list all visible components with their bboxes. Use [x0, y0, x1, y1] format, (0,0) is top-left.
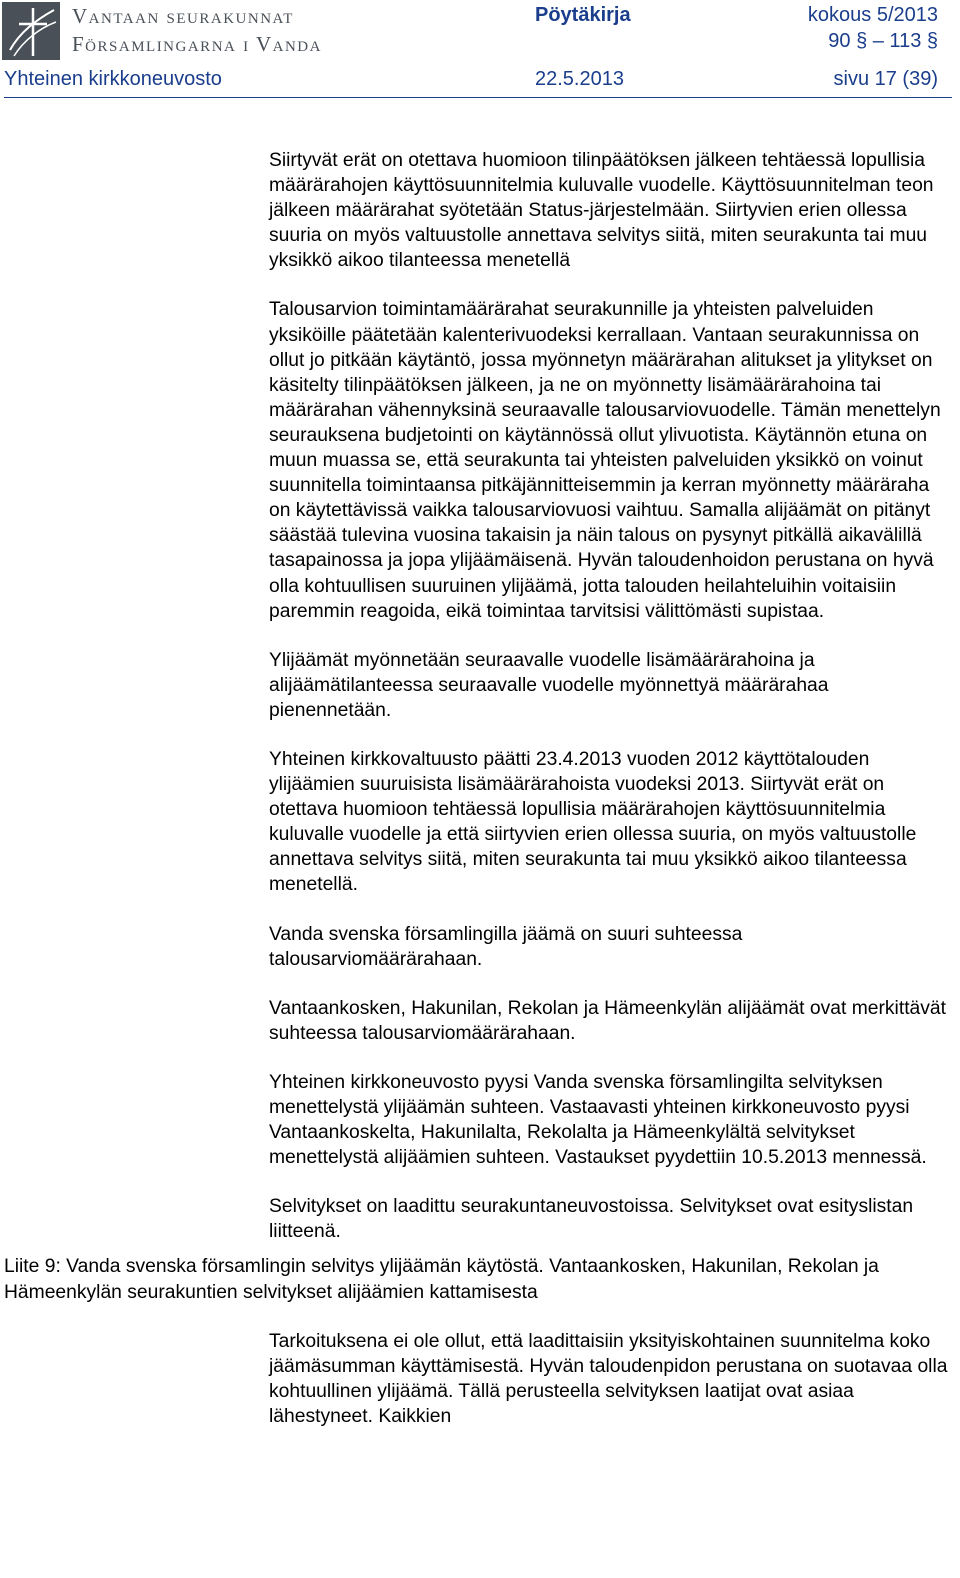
org-name-finnish: Vantaan seurakunnat: [72, 4, 294, 28]
document-type: Pöytäkirja: [535, 4, 631, 26]
paragraph: Vantaankosken, Hakunilan, Rekolan ja Hämeenkylän alijäämät ovat merkittävät suhteessa talousarviomäärärahaan.: [269, 997, 946, 1044]
paragraph: Ylijäämät myönnetään seuraavalle vuodelle lisämäärärahoina ja alijäämätilanteessa seuraavalle vuodelle myönnettyä määrärahaa pienennetään.: [269, 649, 829, 721]
page-number: sivu 17 (39): [833, 68, 938, 90]
paragraph: Tarkoituksena ei ole ollut, että laadittaisiin yksityiskohtainen suunnitelma koko jäämäsumman käyttämisestä. Hyvän taloudenpidon perustana on suotavaa olla kohtuullinen ylijäämä. Tällä perusteella selvityksen laatijat ovat asiaa lähestyneet. Kaikkien: [269, 1330, 948, 1427]
paragraph: Vanda svenska församlingilla jäämä on suuri suhteessa talousarviomäärärahaan.: [269, 923, 743, 970]
document-date: 22.5.2013: [535, 68, 624, 90]
paragraph: Yhteinen kirkkovaltuusto päätti 23.4.2013 vuoden 2012 käyttötalouden ylijäämien suuruisista lisämäärärahoista vuodeksi 2013. Siirtyvät erät on otettava huomioon tehtäessä lopullisia määrärahojen käyttösuunnitelmia kuluvalle vuodelle ja että siirtyvien erien ollessa suuria, on myös valtuustolle annettava selvitys siitä, miten seurakunta tai muu yksikkö aikoo tilanteessa menetellä.: [269, 748, 917, 896]
paragraph: Selvitykset on laadittu seurakuntaneuvostoissa. Selvitykset ovat esityslistan liitteenä.: [269, 1196, 914, 1243]
paragraph: Siirtyvät erät on otettava huomioon tilinpäätöksen jälkeen tehtäessä lopullisia määrärahojen käyttösuunnitelmia kuluvalle vuodelle. Käyttösuunnitelman teon jälkeen määrärahat syötetään Status-järjestelmään. Siirtyvien erien ollessa suuria on myös valtuustolle annettava selvitys siitä, miten seurakunta tai muu yksikkö aikoo tilanteessa menetellä: [269, 150, 934, 272]
org-name-swedish: Församlingarna i Vanda: [72, 32, 322, 56]
document-body: [0, 148, 960, 1453]
paragraph: Talousarvion toimintamäärärahat seurakunnille ja yhteisten palveluiden yksiköille päätetään kalenterivuodeksi kerrallaan. Vantaan seurakunnissa on ollut jo pitkään käytäntö, jossa myönnetyn määrärahan alitukset ja ylitykset on käsitelty tilinpäätöksen jälkeen, ja ne on myönnetty lisämäärärahoina tai määrärahan vähennyksinä seuraavalle talousarviovuodelle. Tämän menettelyn seurauksena budjetointi on käytännössä ollut ylivuotista. Käytännön etuna on muun muassa se, että seurakunta tai yhteisten palveluiden yksikkö on voinut suunnitella toimintaansa pitkäjännitteisemmin ja kerran myönnetty määräraha on käytettävissä vaikka talousarviovuosi vaihtuu. Samalla alijäämät on pitänyt säästää tulevina vuosina takaisin ja näin talous on pysynyt pitkällä aikavälillä tasapainossa ja jopa ylijäämäisenä. Hyvän taloudenhoidon perustana on hyvä olla kohtuullisen suuruinen ylijäämä, jotta talouden heilahteluihin voitaisiin paremmin reagoida, eikä toimintaa tarvitsisi välittömästi supistaa.: [269, 299, 941, 622]
section-range: 90 § – 113 §: [828, 30, 938, 52]
document-header: [0, 0, 960, 100]
meeting-number: kokous 5/2013: [807, 4, 938, 26]
governing-body: Yhteinen kirkkoneuvosto: [4, 68, 222, 90]
paragraph: Yhteinen kirkkoneuvosto pyysi Vanda svenska församlingilta selvityksen menettelystä ylijäämän suhteen. Vastaavasti yhteinen kirkkoneuvosto pyysi Vantaankoskelta, Hakunilalta, Rekolalta ja Hämeenkylältä selvitykset menettelystä alijäämien suhteen. Vastaukset pyydettiin 10.5.2013 mennessä.: [269, 1071, 927, 1169]
cross-logo-icon: [2, 2, 60, 60]
header-divider: [4, 97, 952, 98]
attachment-note: Liite 9: Vanda svenska församlingin selvitys ylijäämän käytöstä. Vantaankosken, Hakunilan, Rekolan ja Hämeenkylän seurakuntien selvitykset alijäämien kattamisesta: [4, 1256, 879, 1303]
